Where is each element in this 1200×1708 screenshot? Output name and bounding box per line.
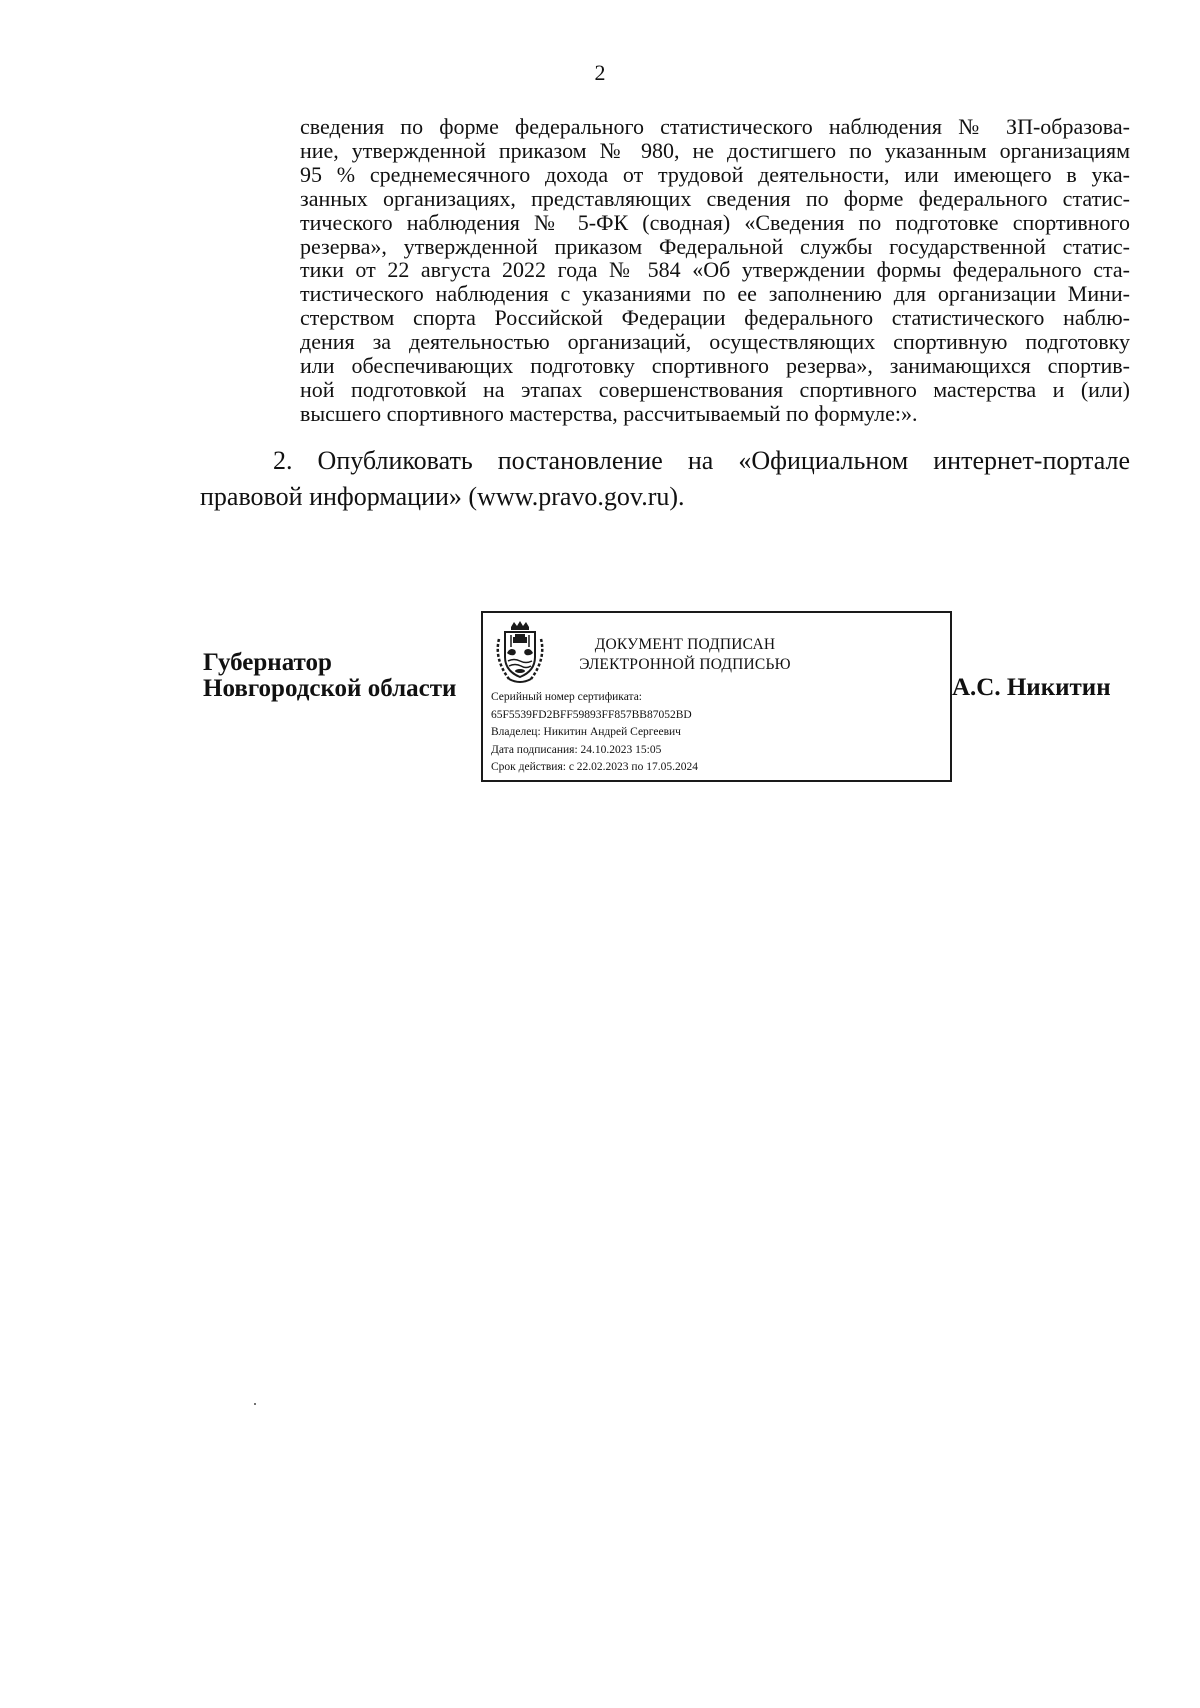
paragraph-line: резерва», утвержденной приказом Федеральной службы государственной статис- [300, 233, 1130, 259]
signer-name: А.С. Никитин [952, 674, 1111, 701]
paragraph-line: 95 % среднемесячного дохода от трудовой деятельности, или имеющего в ука- [300, 161, 1130, 187]
stamp-details [491, 689, 698, 777]
paragraph-line: тистического наблюдения с указаниями по ее заполнению для организации Мини- [300, 281, 1130, 307]
signed-date: Дата подписания: 24.10.2023 15:05 [491, 743, 662, 756]
certificate-serial: 65F5539FD2BFF59893FF857BB87052BD [491, 708, 692, 721]
scan-speck [254, 1403, 256, 1405]
certificate-validity: Срок действия: с 22.02.2023 по 17.05.2024 [491, 761, 698, 774]
paragraph-line: правовой информации» (www.pravo.gov.ru). [200, 482, 685, 511]
stamp-heading [555, 635, 815, 675]
paragraph-line: ной подготовкой на этапах совершенствования спортивного мастерства и (или) [300, 376, 1130, 402]
paragraph-line: высшего спортивного мастерства, рассчитываемый по формуле:». [300, 400, 918, 426]
certificate-owner: Владелец: Никитин Андрей Сергеевич [491, 726, 681, 739]
electronic-signature-stamp [481, 611, 952, 782]
coat-of-arms-icon [491, 619, 549, 685]
paragraph-line: или обеспечивающих подготовку спортивного резерва», занимающихся спортив- [300, 353, 1130, 379]
paragraph-line: занных организациях, представляющих сведения по форме федерального статис- [300, 185, 1130, 211]
paragraph-line: сведения по форме федерального статистического наблюдения № ЗП-образова- [300, 114, 1130, 139]
certificate-label: Серийный номер сертификата: [491, 691, 642, 703]
paragraph-line: 2. Опубликовать постановление на «Официальном интернет-портале [273, 446, 1130, 475]
body-paragraph-publish [200, 443, 1130, 515]
signer-title [203, 650, 456, 702]
paragraph-line: ние, утвержденной приказом № 980, не достигшего по указанным организациям [300, 137, 1130, 163]
paragraph-line: стерством спорта Российской Федерации федерального статистического наблю- [300, 305, 1130, 331]
body-paragraph-continuation [300, 115, 1130, 426]
signer-title-line: Губернатор [203, 649, 332, 676]
stamp-heading-line: ДОКУМЕНТ ПОДПИСАН [594, 636, 776, 653]
paragraph-line: тики от 22 августа 2022 года № 584 «Об утверждении формы федерального ста- [300, 257, 1130, 283]
stamp-heading-line: ЭЛЕКТРОННОЙ ПОДПИСЬЮ [579, 656, 791, 673]
paragraph-line: тического наблюдения № 5-ФК (сводная) «Сведения по подготовке спортивного [300, 209, 1130, 235]
page-number: 2 [594, 60, 606, 85]
signer-title-line: Новгородской области [203, 675, 457, 702]
paragraph-line: дения за деятельностью организаций, осуществляющих спортивную подготовку [300, 329, 1130, 355]
